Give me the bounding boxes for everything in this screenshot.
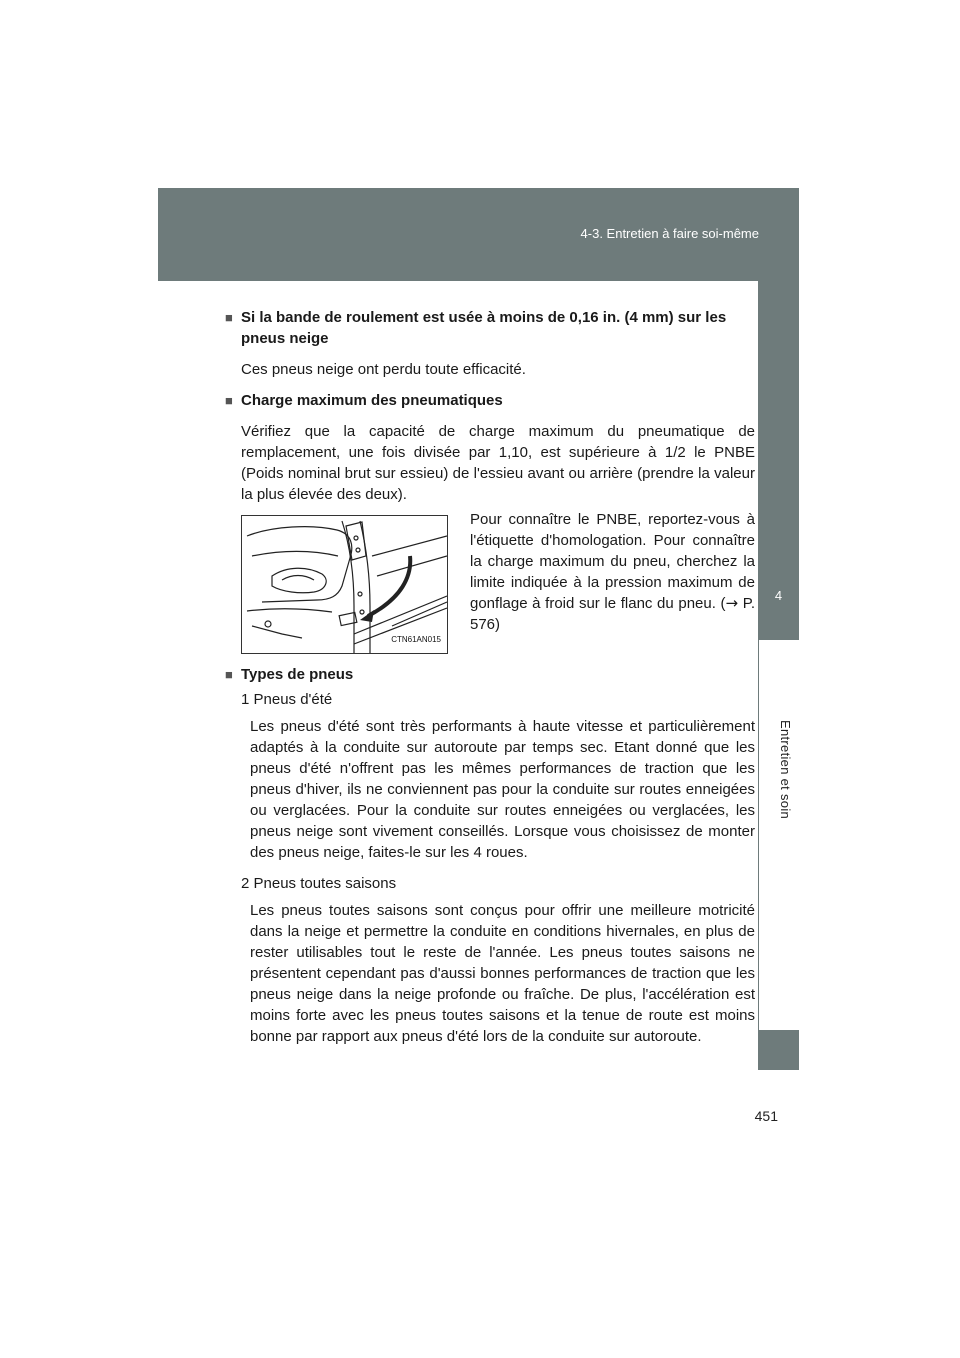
arrow-right-icon: → (725, 594, 739, 612)
heading-text: Si la bande de roulement est usée à moins de 0,16 in. (4 mm) sur les pneus neige (241, 309, 727, 347)
chapter-title: Entretien et soin (778, 720, 793, 820)
heading-text: Charge maximum des pneumatiques (241, 392, 503, 409)
figure-row (241, 511, 755, 654)
heading-text: Types de pneus (241, 666, 354, 683)
page-content (225, 307, 755, 1047)
section-heading-tire-types (225, 664, 755, 685)
square-bullet-icon: ■ (225, 393, 233, 408)
square-bullet-icon: ■ (225, 310, 233, 325)
tire-type-body-summer: Les pneus d'été sont très performants à haute vitesse et particulièrement adaptés à la conduite sur autoroute par temps sec. Etant donné que les pneus d'été n'offrent pas les mêmes performances de traction que les pneus d'hiver, ils ne conviennent pas pour la conduite sur routes enneigées ou verglacées. Pour la conduite sur routes enneigées ou verglacées, les pneus neige sont vivement conseillés. Lorsque vous choisissez de monter des pneus neige, faites-le sur les 4 roues. (250, 718, 755, 861)
section-heading-snow-tread (225, 307, 755, 349)
header-band (158, 188, 799, 281)
square-bullet-icon: ■ (225, 667, 233, 682)
tire-type-body-all-season: Les pneus toutes saisons sont conçus pour offrir une meilleure motricité dans la neige et permettre la conduite en conditions hivernales, en plus de rester utilisables tout le reste de l'année. Les pneus toutes saisons ne présentent cependant pas d'aussi bonnes performances de traction que les pneus neige dans la neige profonde ou fraîche. De plus, l'accélération est moins forte avec les pneus toutes saisons et la tenue de route est moins bonne par rapport aux pneus d'été lors de la conduite sur autoroute. (250, 902, 755, 1045)
figure-code: CTN61AN015 (391, 635, 441, 644)
page-reference: P. 576) (470, 595, 755, 633)
tire-type-label-all-season: 2 Pneus toutes saisons (241, 875, 397, 892)
section-body-snow-tread: Ces pneus neige ont perdu toute efficacité. (241, 361, 526, 378)
page-number: 451 (754, 1108, 778, 1124)
section-title: 4-3. Entretien à faire soi-même (580, 226, 759, 241)
section-body-max-load: Vérifiez que la capacité de charge maximum du pneumatique de remplacement, une fois divisée par 1,10, est supérieure à 1/2 le PNBE (Poids nominal brut sur essieu) de l'essieu avant ou arrière (prendre la valeur la plus élevée des deux). (241, 423, 755, 503)
tire-type-label-summer: 1 Pneus d'été (241, 691, 333, 708)
chapter-number: 4 (774, 588, 783, 603)
caption-text: Pour connaître le PNBE, reportez-vous à l'étiquette d'homologation. Pour connaître la charge maximum du pneu, cherchez la limite indiquée à la pression maximum de gonflage à froid sur le flanc du pneu. ( (470, 511, 755, 612)
figure-caption (470, 509, 755, 639)
door-pillar-label-illustration (241, 515, 448, 654)
section-heading-max-load (225, 390, 755, 411)
